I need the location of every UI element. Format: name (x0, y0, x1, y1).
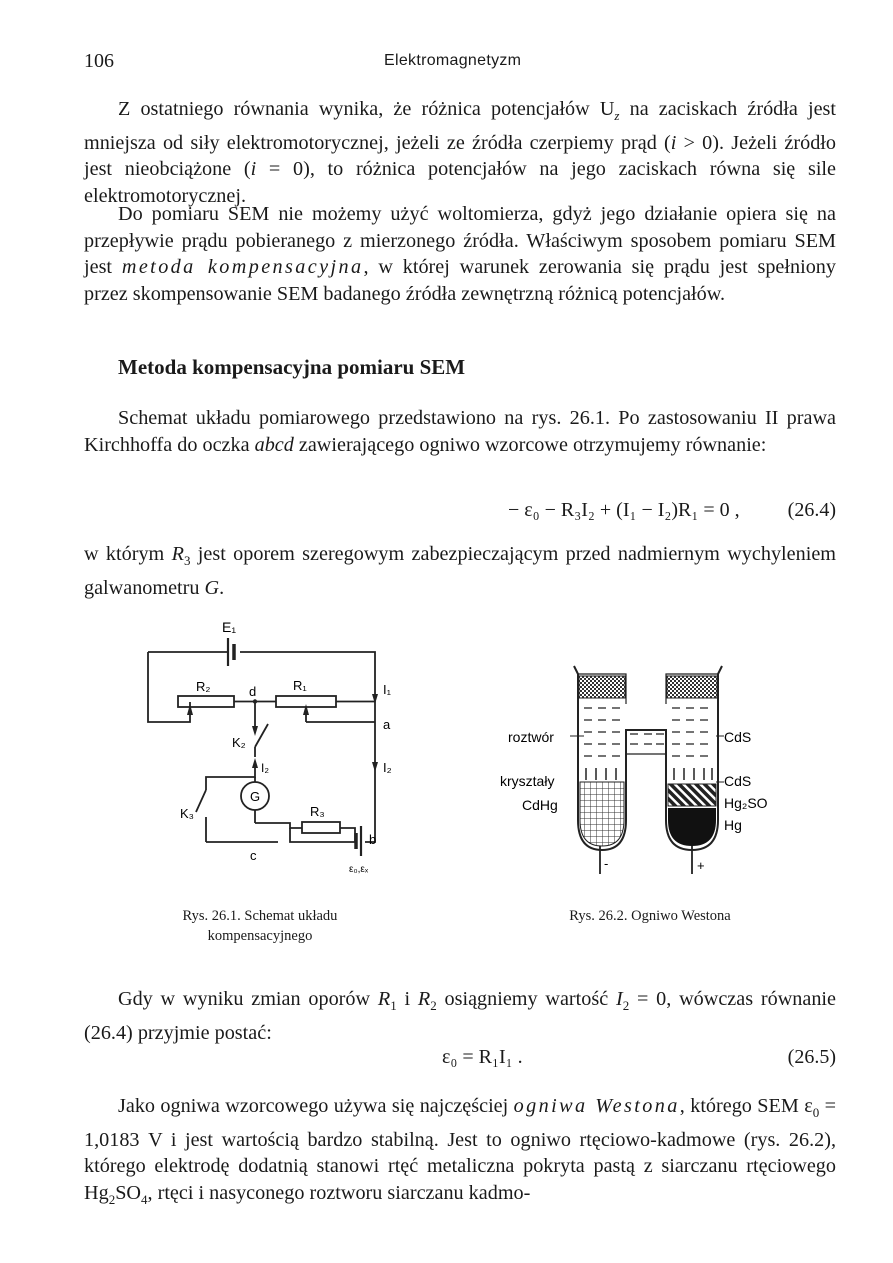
running-title: Elektromagnetyzm (384, 52, 522, 69)
label-i1: I₁ (383, 682, 391, 697)
figure-2-caption: Rys. 26.2. Ogniwo Westona (569, 908, 731, 924)
label-b: b (369, 832, 377, 847)
paragraph-4: w którym $R_3$ jest oporem szeregowym zabezpieczającym przed nadmiernym wychyleniem galwanometru G. (84, 543, 836, 599)
section-heading: Metoda kompensacyjna pomiaru SEM (118, 355, 466, 379)
equation-number-26-5: (26.5) (787, 1046, 836, 1068)
label-d: d (249, 684, 257, 699)
label-cds-2: CdS (724, 773, 752, 789)
paragraph-1: Z ostatniego równania wynika, że różnica potencjałów $U_z$ na zaciskach źródła jest mniejsza od siły elektromotorycznej, jeżeli ze źródła czerpiemy prąd (i > 0). Jeżeli źródło jest nieobciążone (i = 0), to różnica potencjałów na jego zaciskach równa się sile elektromotorycznej. (84, 98, 836, 207)
label-plus: + (697, 858, 705, 873)
equation-number-26-4: (26.4) (787, 499, 836, 521)
equation-26-5: ε₀ = R₁I₁ . (442, 1046, 523, 1068)
figure-1-caption: Rys. 26.1. Schemat układu kompensacyjnego (182, 908, 338, 944)
label-minus: - (604, 856, 609, 871)
paragraph-6: Jako ogniwa wzorcowego używa się najczęściej ogniwa Westona, którego SEM $\varepsilon_0 = 1,0183$ V i jest wartością bardzo stabilną. Jest to ogniwo rtęciowo-kadmowe (rys. 26.2), którego elektrodę dodatnią stanowi rtęć metaliczna pokryta pastą z siarczanu rtęciowego $Hg_2SO_4$, rtęci i nasyconego roztworu siarczanu kadmo- (84, 1095, 836, 1207)
label-a: a (383, 717, 391, 732)
paragraph-2: Do pomiaru SEM nie możemy użyć woltomierza, gdyż jego działanie opiera się na przepływie prądu pobieranego z mierzonego źródła. Właściwym sposobem pomiaru SEM jest metoda kompensacyjna, w której warunek zerowania się prądu jest spełniony przez skompensowanie SEM badanego źródła zewnętrzną różnicą potencjałów. (84, 203, 836, 305)
label-e1: E₁ (222, 619, 237, 635)
equation-26-4: − ε₀ − R₃I₂ + (I₁ − I₂)R₁ = 0 , (508, 499, 740, 521)
label-g: G (250, 789, 261, 804)
label-i2-left: I₂ (261, 761, 269, 775)
label-hg2so: Hg₂SO (724, 795, 768, 811)
paragraph-3: Schemat układu pomiarowego przedstawiono na rys. 26.1. Po zastosowaniu II prawa Kirchhoffa do oczka abcd zawierającego ogniwo wzorcowe otrzymujemy równanie: (84, 407, 836, 456)
page-number: 106 (84, 50, 114, 72)
figure-compensation-circuit (130, 612, 430, 882)
label-roztwor: roztwór (508, 729, 554, 745)
label-cdhg: CdHg (522, 797, 558, 813)
paragraph-5: Gdy w wyniku zmian oporów $R_1$ i $R_2$ osiągniemy wartość $I_2 = 0$, wówczas równanie (26.4) przyjmie postać: (84, 988, 836, 1044)
label-r1: R₁ (293, 678, 307, 693)
label-krysztaly: kryształy (500, 773, 555, 789)
label-k2: K₂ (232, 735, 246, 750)
label-r3: R₃ (310, 804, 325, 819)
label-hg: Hg (724, 817, 742, 833)
label-c: c (250, 848, 257, 863)
label-r2: R₂ (196, 679, 211, 694)
label-i2-right: I₂ (383, 760, 392, 775)
label-cds-1: CdS (724, 729, 752, 745)
figure-weston-cell (500, 650, 800, 890)
label-k3: K₃ (180, 806, 194, 821)
label-eps: ε₀,εₓ (349, 864, 369, 875)
